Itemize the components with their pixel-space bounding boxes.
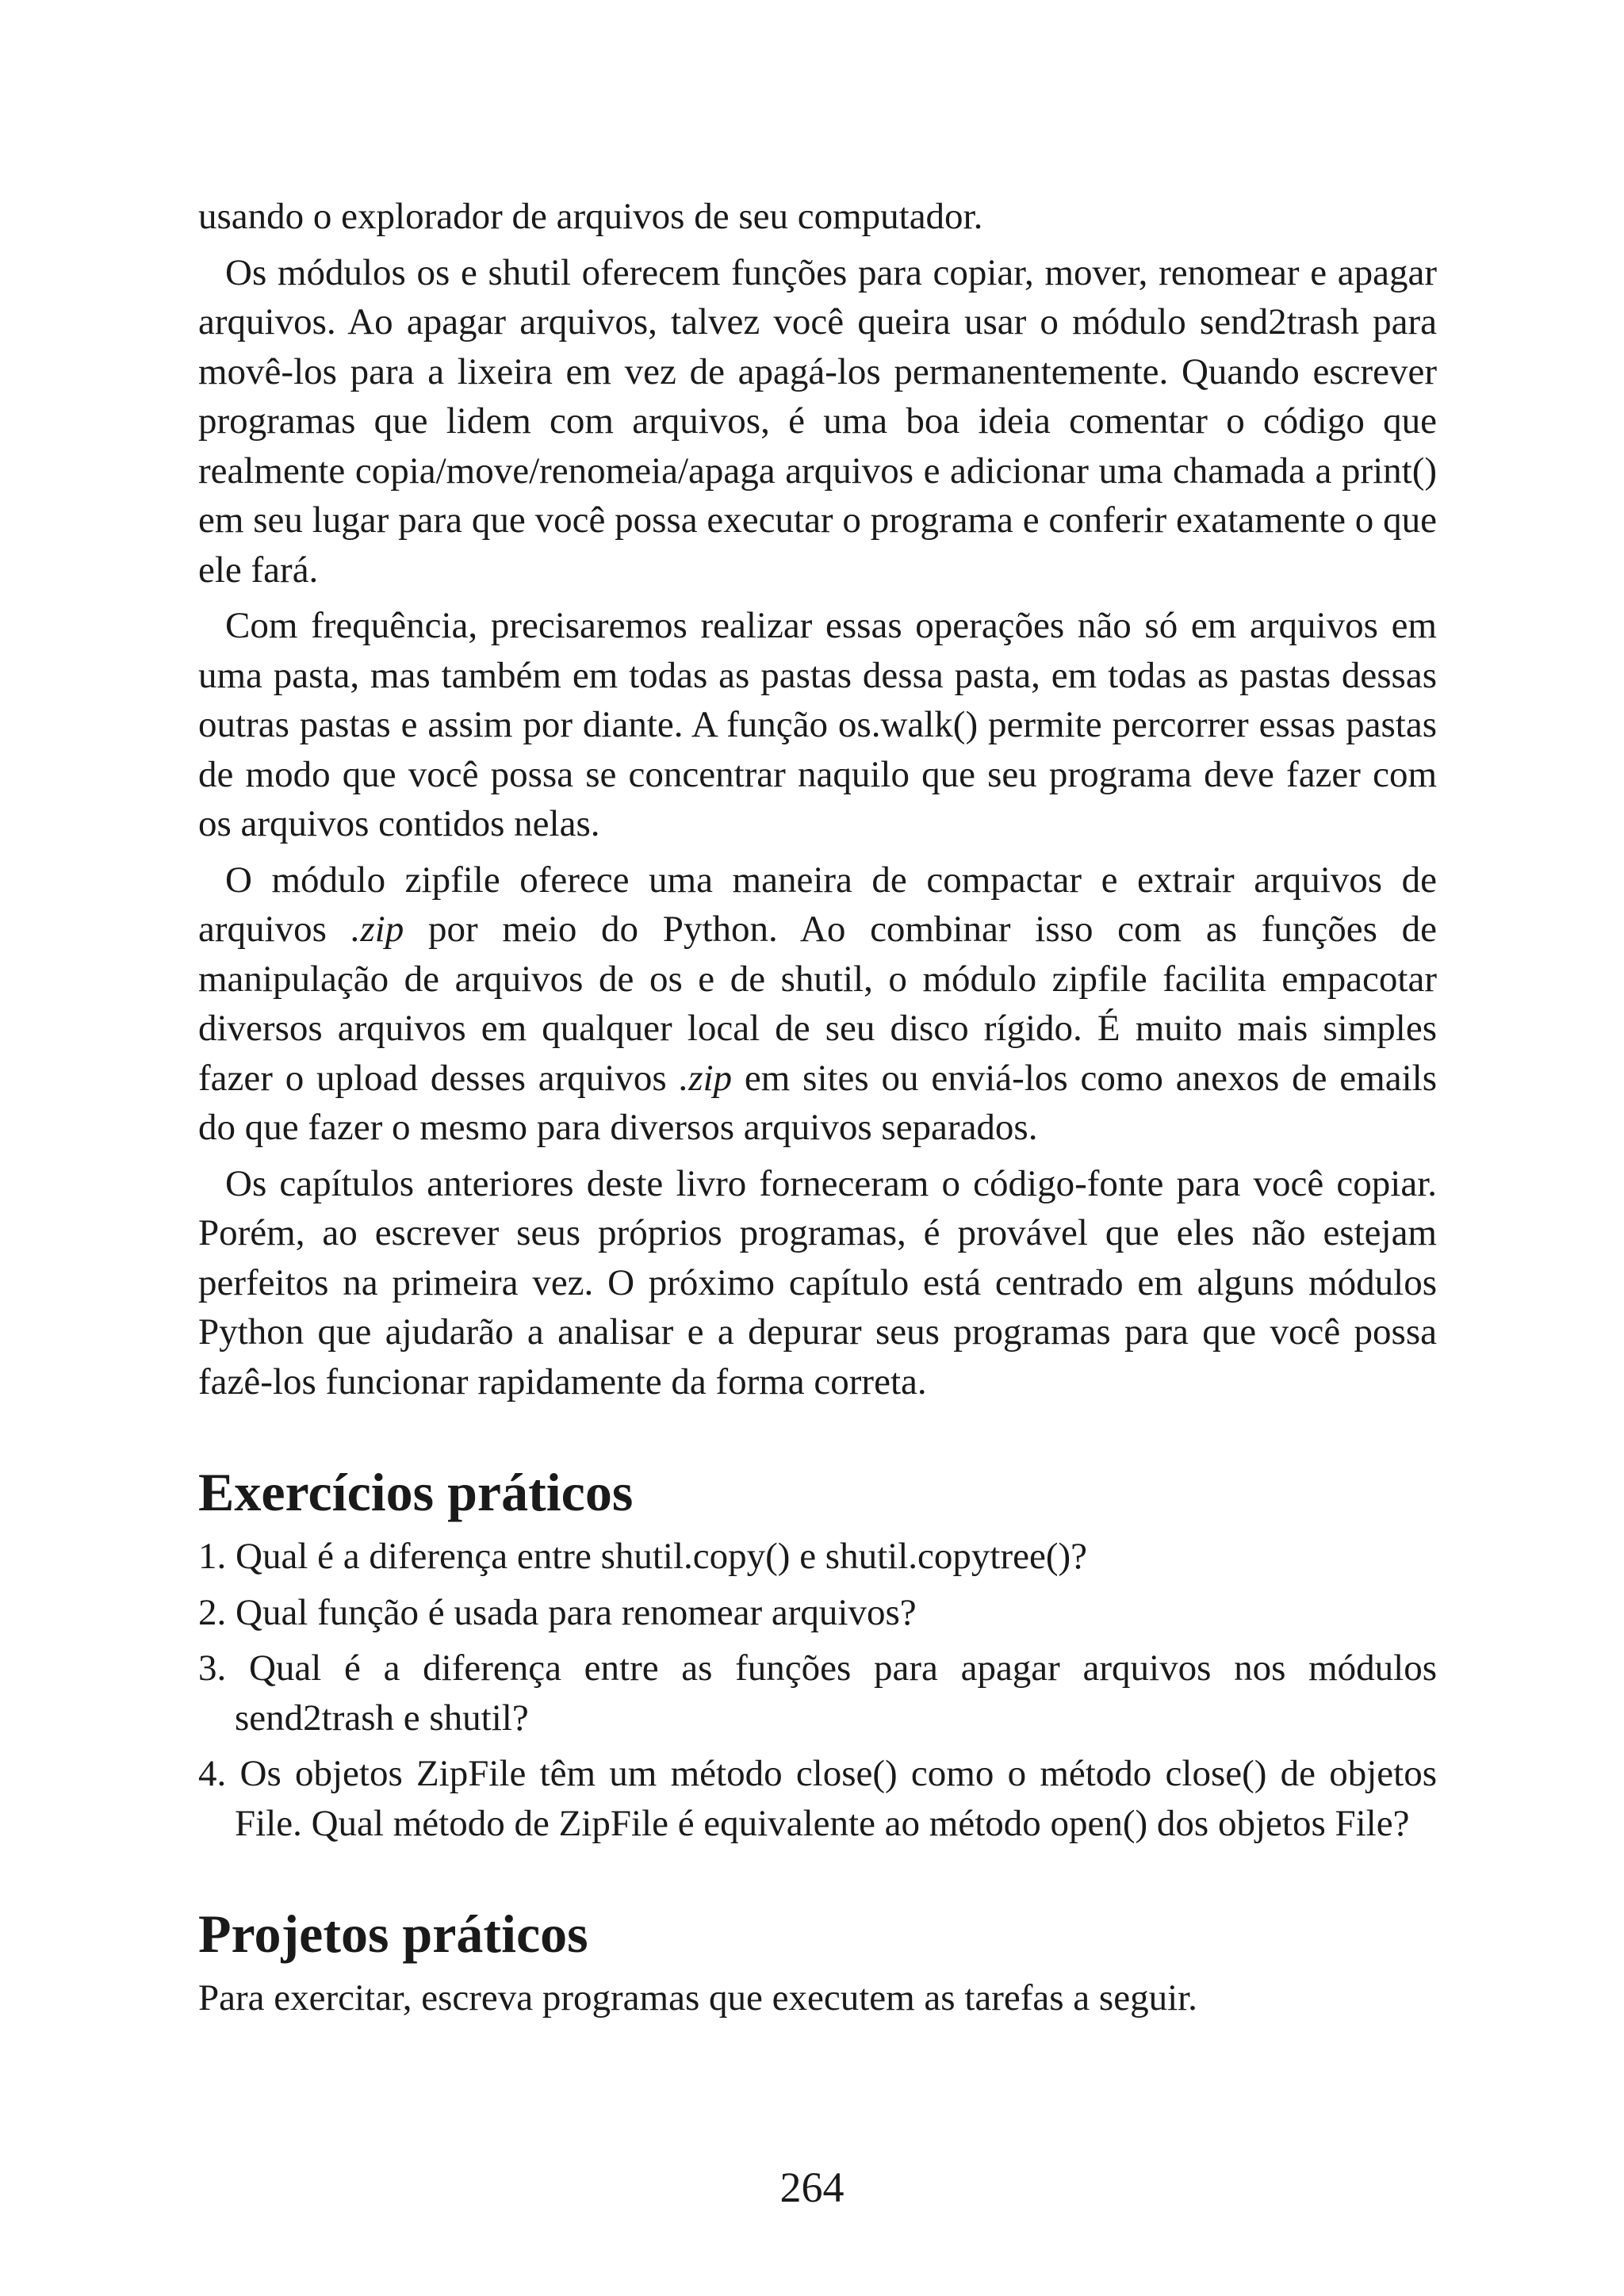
exercise-number: 4.	[198, 1753, 227, 1794]
exercise-number: 1.	[198, 1536, 227, 1577]
exercise-item	[198, 1644, 1437, 1743]
projects-intro: Para exercitar, escreva programas que executem as tarefas a seguir.	[198, 1977, 1197, 2019]
exercise-text: Qual é a diferença entre as funções para apagar arquivos nos módulos send2trash e shutil?	[235, 1647, 1437, 1739]
exercise-item	[198, 1588, 1437, 1638]
exercise-number: 2.	[198, 1591, 227, 1633]
exercises-list	[198, 1532, 1437, 1848]
page-number: 264	[779, 2164, 845, 2211]
exercise-number: 3.	[198, 1647, 227, 1689]
exercises-heading: Exercícios práticos	[198, 1462, 634, 1522]
text-run: O módulo zipfile oferece uma maneira de compactar e extrair arquivos de arquivos	[198, 859, 1437, 950]
exercise-item	[198, 1749, 1437, 1848]
exercise-item	[198, 1532, 1437, 1582]
text-run: em sites ou enviá-los como anexos de emails do que fazer o mesmo para diversos arquivos separados.	[198, 1057, 1437, 1148]
paragraph-os-walk: Com frequência, precisaremos realizar essas operações não só em arquivos em uma pasta, mas também em todas as pastas dessa pasta, em todas as pastas dessas outras pastas e assim por diante. A função os.walk() permite percorrer essas pastas de modo que você possa se concentrar naquilo que seu programa deve fazer com os arquivos contidos nelas.	[198, 605, 1437, 844]
exercise-text: Os objetos ZipFile têm um método close() como o método close() de objetos File. Qual método de ZipFile é equivalente ao método open() dos objetos File?	[235, 1753, 1438, 1844]
paragraph-os-shutil: Os módulos os e shutil oferecem funções para copiar, mover, renomear e apagar arquivos. Ao apagar arquivos, talvez você queira usar o módulo send2trash para movê-los para a lixeira em vez de apagá-los permanentemente. Quando escrever programas que lidem com arquivos, é uma boa ideia comentar o código que realmente copia/move/renomeia/apaga arquivos e adicionar uma chamada a print() em seu lugar para que você possa executar o programa e conferir exatamente o que ele fará.	[198, 251, 1437, 591]
text-run: por meio do Python. Ao combinar isso com as funções de manipulação de arquivos de os e de shutil, o módulo zipfile facilita empacotar diversos arquivos em qualquer local de seu disco rígido. É muito mais simples fazer o upload desses arquivos	[198, 909, 1437, 1099]
exercise-text: Qual é a diferença entre shutil.copy() e shutil.copytree()?	[236, 1536, 1087, 1577]
paragraph-continuation: usando o explorador de arquivos de seu computador.	[198, 196, 983, 237]
paragraph-zipfile	[198, 855, 1437, 1153]
italic-zip: .zip	[350, 909, 404, 950]
exercise-text: Qual função é usada para renomear arquivos?	[236, 1591, 917, 1633]
paragraph-next-chapter: Os capítulos anteriores deste livro forneceram o código-fonte para você copiar. Porém, ao escrever seus próprios programas, é provável que eles não estejam perfeitos na primeira vez. O próximo capítulo está centrado em alguns módulos Python que ajudarão a analisar e a depurar seus programas para que você possa fazê-los funcionar rapidamente da forma correta.	[198, 1162, 1437, 1402]
page-body	[198, 192, 1437, 2030]
italic-zip: .zip	[679, 1057, 733, 1099]
projects-heading: Projetos práticos	[198, 1904, 588, 1964]
